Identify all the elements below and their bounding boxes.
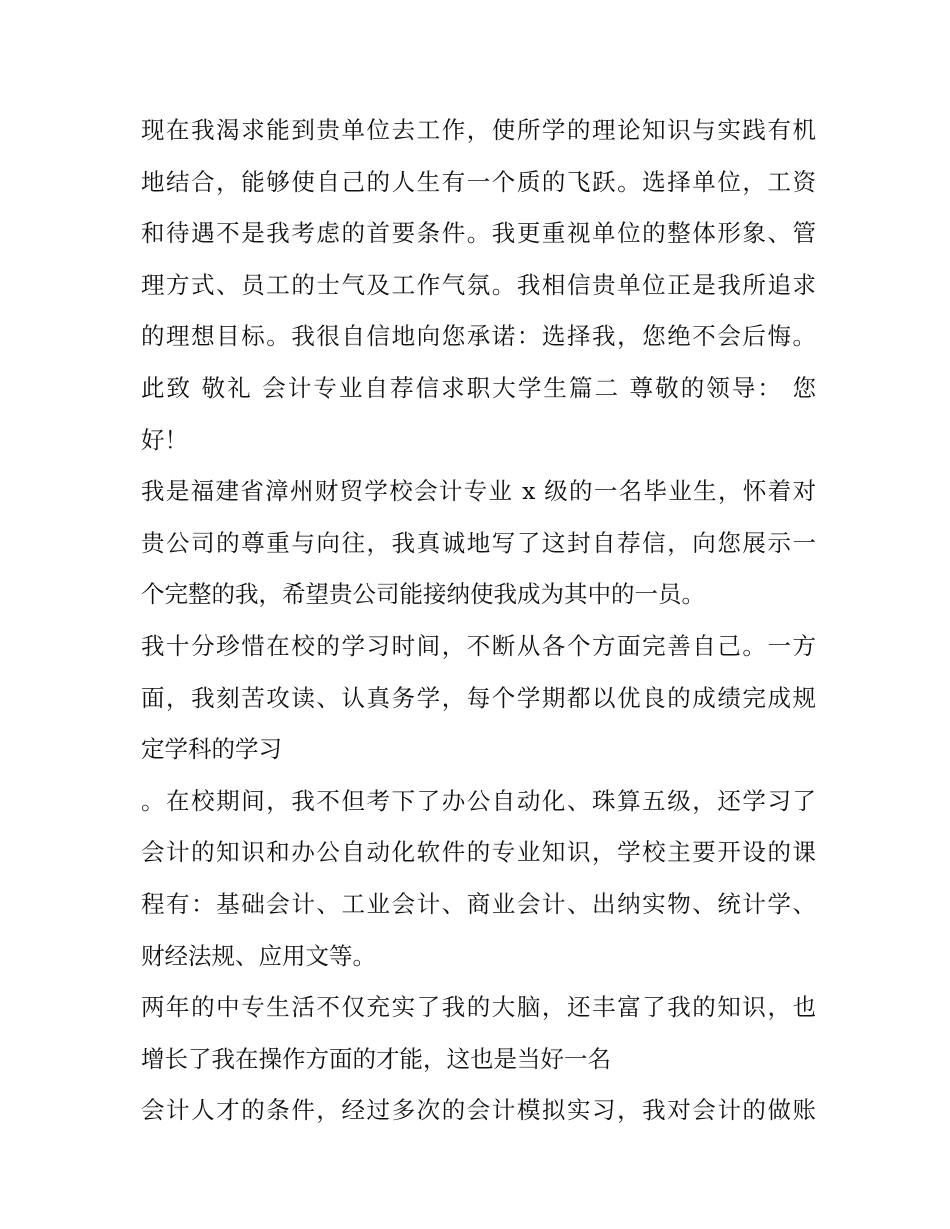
text-line: 财经法规、应用文等。 <box>141 941 376 970</box>
text-line: 的理想目标。我很自信地向您承诺：选择我，您绝不会后悔。 <box>141 322 816 351</box>
text-line: 个完整的我，希望贵公司能接纳使我成为其中的一员。 <box>141 580 705 609</box>
text-line: 。在校期间，我不但考下了办公自动化、珠算五级，还学习了 <box>141 786 816 815</box>
text-line: 会计的知识和办公自动化软件的专业知识，学校主要开设的课 <box>141 838 816 867</box>
text-line: 地结合，能够使自己的人生有一个质的飞跃。选择单位，工资 <box>141 167 816 196</box>
text-line: 我十分珍惜在校的学习时间，不断从各个方面完善自己。一方 <box>141 631 816 660</box>
text-line: 程有：基础会计、工业会计、商业会计、出纳实物、统计学、 <box>141 889 816 918</box>
text-line: 此致 敬礼 会计专业自荐信求职大学生篇二 尊敬的领导： 您 <box>141 373 816 402</box>
text-line: 面，我刻苦攻读、认真务学，每个学期都以优良的成绩完成规 <box>141 683 816 712</box>
text-line: 两年的中专生活不仅充实了我的大脑，还丰富了我的知识，也 <box>141 993 816 1022</box>
text-line: 现在我渴求能到贵单位去工作，使所学的理论知识与实践有机 <box>141 116 816 144</box>
text-line: 我是福建省漳州财贸学校会计专业 x 级的一名毕业生，怀着对 <box>141 477 816 506</box>
document-body <box>141 105 816 1137</box>
text-line: 增长了我在操作方面的才能，这也是当好一名 <box>141 1044 611 1073</box>
text-line: 贵公司的尊重与向往，我真诚地写了这封自荐信，向您展示一 <box>141 528 816 557</box>
text-line: 好！ <box>141 425 188 454</box>
text-line: 和待遇不是我考虑的首要条件。我更重视单位的整体形象、管 <box>141 219 816 248</box>
text-line: 定学科的学习 <box>141 735 282 764</box>
text-line: 会计人才的条件，经过多次的会计模拟实习，我对会计的做账 <box>141 1096 816 1125</box>
text-line: 理方式、员工的士气及工作气氛。我相信贵单位正是我所追求 <box>141 270 816 299</box>
